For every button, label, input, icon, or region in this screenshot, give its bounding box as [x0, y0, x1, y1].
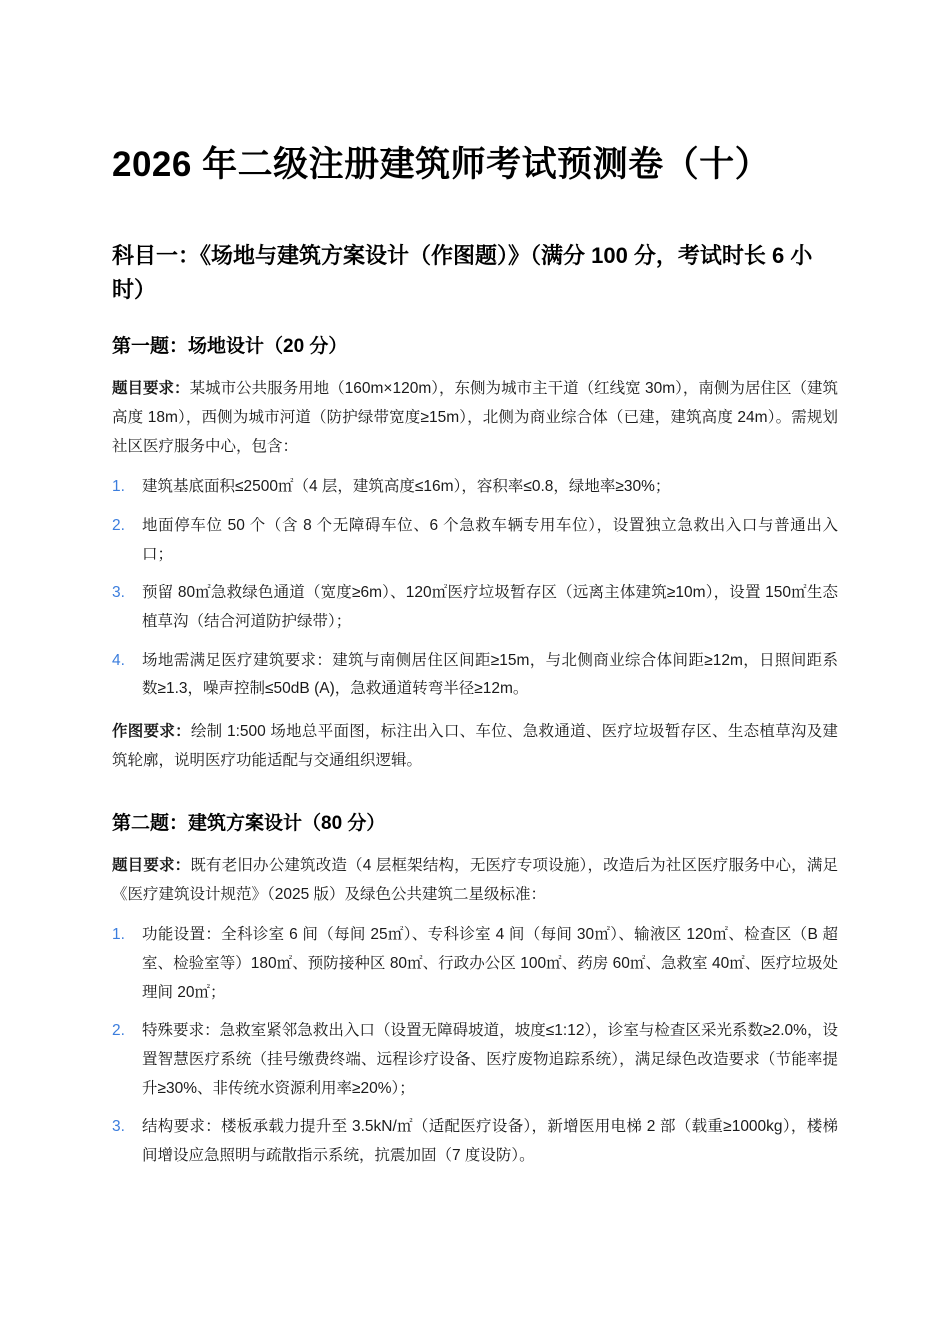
- list-item: 建筑基底面积≤2500㎡（4 层，建筑高度≤16m），容积率≤0.8，绿地率≥30%；: [142, 478, 671, 496]
- question-1-requirement-text: 某城市公共服务用地（160m×120m），东侧为城市主干道（红线宽 30m），南侧为居住区（建筑高度 18m），西侧为城市河道（防护绿带宽度≥15m），北侧为商业综合体（已建，建筑高度 24m）。需规划社区医疗服务中心，包含：: [112, 380, 838, 455]
- list-item: 场地需满足医疗建筑要求：建筑与南侧居住区间距≥15m，与北侧商业综合体间距≥12m，日照间距系数≥1.3，噪声控制≤50dB (A)，急救通道转弯半径≥12m。: [142, 651, 838, 698]
- list-item: 功能设置：全科诊室 6 间（每间 25㎡）、专科诊室 4 间（每间 30㎡）、输液区 120㎡、检查区（B 超室、检验室等）180㎡、预防接种区 80㎡、行政办公区 100㎡、药房 60㎡、急救室 40㎡、医疗垃圾处理间 20㎡；: [142, 926, 838, 1001]
- question-2-item-list: [112, 921, 838, 1170]
- question-1-drawing-text: 绘制 1:500 场地总平面图，标注出入口、车位、急救通道、医疗垃圾暂存区、生态植草沟及建筑轮廓，说明医疗功能适配与交通组织逻辑。: [112, 723, 838, 769]
- list-item: 特殊要求：急救室紧邻急救出入口（设置无障碍坡道，坡度≤1:12），诊室与检查区采光系数≥2.0%，设置智慧医疗系统（挂号缴费终端、远程诊疗设备、医疗废物追踪系统），满足绿色改造要求（节能率提升≥30%、非传统水资源利用率≥20%）；: [142, 1022, 838, 1097]
- question-2-requirement-text: 既有老旧办公建筑改造（4 层框架结构，无医疗专项设施），改造后为社区医疗服务中心，满足《医疗建筑设计规范》（2025 版）及绿色公共建筑二星级标准：: [112, 857, 838, 903]
- question-2-heading: 第二题：建筑方案设计（80 分）: [112, 812, 386, 834]
- list-item: 结构要求：楼板承载力提升至 3.5kN/㎡（适配医疗设备），新增医用电梯 2 部（载重≥1000kg），楼梯间增设应急照明与疏散指示系统，抗震加固（7 度设防）。: [142, 1118, 838, 1165]
- question-1-item-list: [112, 473, 838, 704]
- question-1-requirement: [112, 375, 838, 461]
- question-block-2: [112, 810, 838, 1171]
- question-1-drawing-requirement: [112, 718, 838, 775]
- list-item: 预留 80㎡急救绿色通道（宽度≥6m）、120㎡医疗垃圾暂存区（远离主体建筑≥10m），设置 150㎡生态植草沟（结合河道防护绿带）；: [142, 584, 838, 631]
- question-1-drawing-label: 作图要求：: [112, 723, 191, 741]
- list-item: 地面停车位 50 个（含 8 个无障碍车位、6 个急救车辆专用车位），设置独立急救出入口与普通出入口；: [142, 517, 838, 563]
- question-1-requirement-label: 题目要求：: [112, 380, 190, 398]
- question-2-requirement: [112, 852, 838, 909]
- subject-heading: 科目一：《场地与建筑方案设计（作图题）》（满分 100 分，考试时长 6 小时）: [112, 242, 813, 302]
- question-1-heading: 第一题：场地设计（20 分）: [112, 335, 348, 357]
- question-2-requirement-label: 题目要求：: [112, 857, 191, 874]
- page-title-wrapper: [112, 140, 838, 191]
- question-block-1: [112, 333, 838, 776]
- page-title: 2026 年二级注册建筑师考试预测卷（十）: [112, 145, 771, 184]
